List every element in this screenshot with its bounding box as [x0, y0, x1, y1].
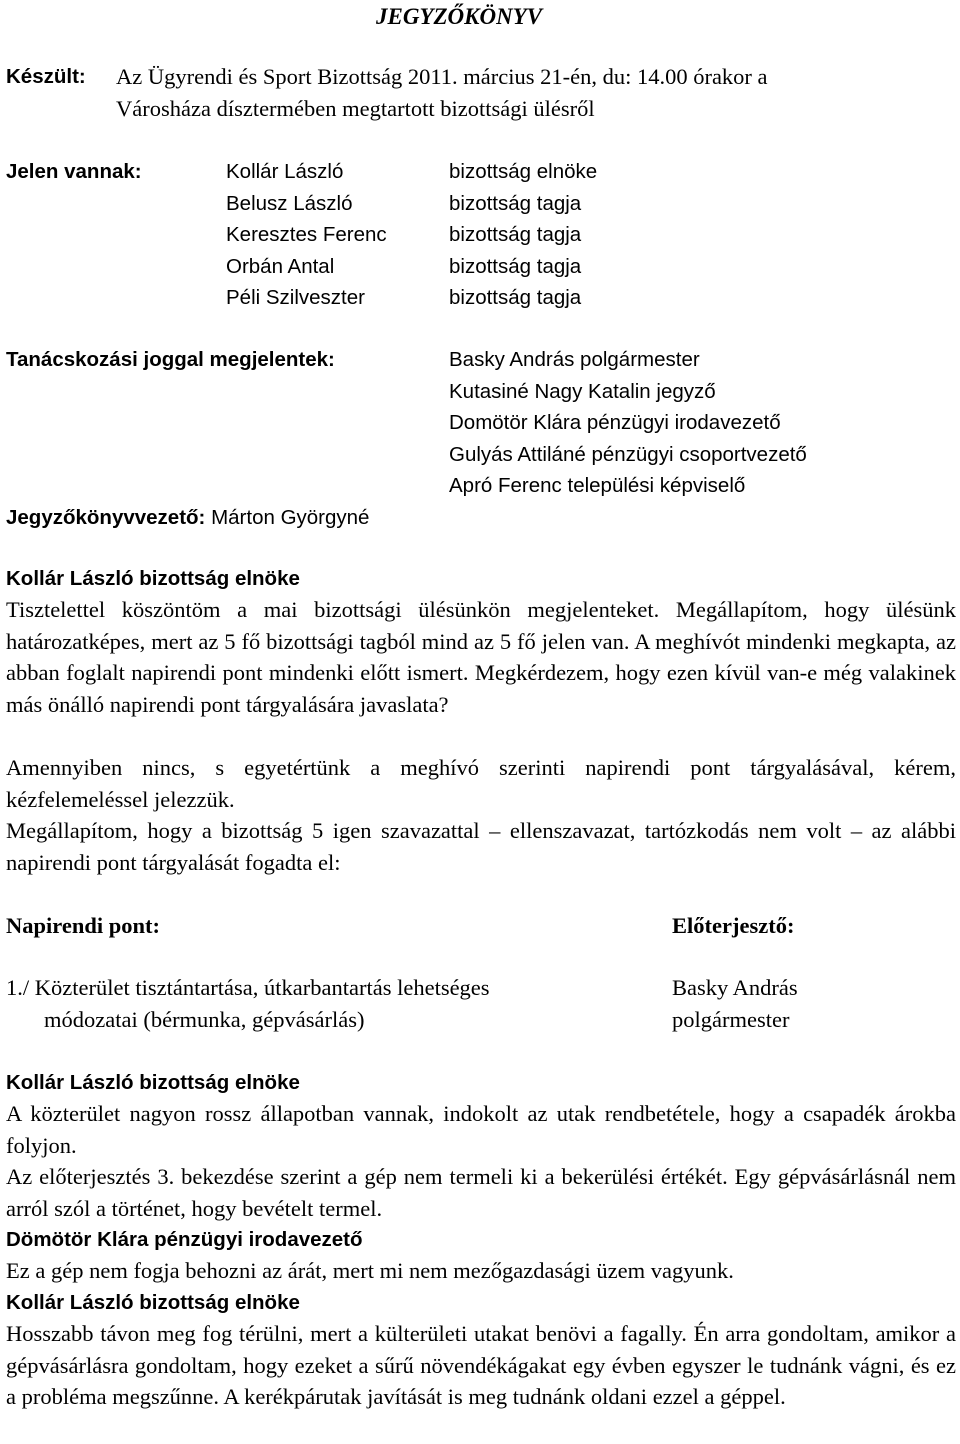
speaker-heading: Kollár László bizottság elnöke — [6, 1071, 300, 1094]
advisory-person: Domötör Klára pénzügyi irodavezető — [449, 411, 781, 434]
advisory-label: Tanácskozási joggal megjelentek: — [6, 348, 335, 371]
document-title: JEGYZŐKÖNYV — [376, 4, 543, 29]
member-role: bizottság tagja — [449, 255, 582, 278]
recorder-label: Jegyzőkönyvvezető: — [6, 506, 206, 529]
present-label: Jelen vannak: — [6, 160, 142, 183]
made-label: Készült: — [6, 65, 86, 88]
speaker-heading: Kollár László bizottság elnöke — [6, 567, 300, 590]
speech-paragraph: Az előterjesztés 3. bekezdése szerint a gép nem termeli ki a bekerülési értékét. Egy gépvásárlásnál nem arról szól a történet, hogy bevételt termel. — [6, 1164, 956, 1221]
member-role: bizottság tagja — [449, 286, 582, 309]
member-name: Keresztes Ferenc — [226, 223, 387, 246]
member-name: Orbán Antal — [226, 255, 335, 278]
advisory-person: Kutasiné Nagy Katalin jegyző — [449, 380, 716, 403]
made-line-2: Városháza dísztermében megtartott bizottsági ülésről — [116, 96, 595, 121]
advisory-person: Apró Ferenc települési képviselő — [449, 474, 746, 497]
speech-paragraph: Tisztelettel köszöntöm a mai bizottsági ülésünkön megjelenteket. Megállapítom, hogy ülésünk határozatképes, mert az 5 fő bizottsági tagból mind az 5 fő jelen van. A meghívót mindenki megkapta, az abban foglalt napirendi pont mindenki előtt ismert. Megkérdezem, hogy ezen kívül van-e még valakinek más önálló napirendi pont tárgyalására javaslata? — [6, 597, 956, 717]
speech-paragraph: Ez a gép nem fogja behozni az árát, mert mi nem mezőgazdasági üzem vagyunk. — [6, 1258, 734, 1283]
advisory-person: Basky András polgármester — [449, 348, 700, 371]
member-name: Kollár László — [226, 160, 344, 183]
made-line-1: Az Ügyrendi és Sport Bizottság 2011. március 21-én, du: 14.00 órakor a — [116, 64, 768, 89]
speaker-heading: Dömötör Klára pénzügyi irodavezető — [6, 1228, 363, 1251]
member-role: bizottság elnöke — [449, 160, 598, 183]
agenda-header-right: Előterjesztő: — [672, 913, 795, 938]
agenda-presenter-name: Basky András — [672, 975, 798, 1000]
member-name: Péli Szilveszter — [226, 286, 365, 309]
member-role: bizottság tagja — [449, 223, 582, 246]
member-role: bizottság tagja — [449, 192, 582, 215]
agenda-item-line-2: módozatai (bérmunka, gépvásárlás) — [44, 1007, 365, 1032]
recorder-name: Márton Györgyné — [205, 506, 370, 529]
speech-paragraph: Amennyiben nincs, s egyetértünk a meghívó szerinti napirendi pont tárgyalásával, kérem, kézfelemeléssel jelezzük. — [6, 755, 956, 812]
speaker-heading: Kollár László bizottság elnöke — [6, 1291, 300, 1314]
recorder-line — [6, 505, 369, 531]
agenda-header-left: Napirendi pont: — [6, 913, 160, 938]
speech-paragraph: A közterület nagyon rossz állapotban vannak, indokolt az utak rendbetétele, hogy a csapadék árokba folyjon. — [6, 1101, 956, 1158]
agenda-presenter-role: polgármester — [672, 1007, 790, 1032]
member-name: Belusz László — [226, 192, 353, 215]
advisory-person: Gulyás Attiláné pénzügyi csoportvezető — [449, 443, 807, 466]
speech-paragraph: Megállapítom, hogy a bizottság 5 igen szavazattal – ellenszavazat, tartózkodás nem volt – az alábbi napirendi pont tárgyalását fogadta el: — [6, 818, 956, 875]
agenda-item-line-1: 1./ Közterület tisztántartása, útkarbantartás lehetséges — [6, 975, 490, 1000]
speech-paragraph: Hosszabb távon meg fog térülni, mert a külterületi utakat benövi a fagally. Én arra gondoltam, amikor a gépvásárlásra gondoltam, hogy ezeket a sűrű növendékágakat egy évben egyszer le tudnánk vágni, és ez a probléma megszűnne. A kerékpárutak javítását is meg tudnánk oldani ezzel a géppel. — [6, 1321, 956, 1409]
